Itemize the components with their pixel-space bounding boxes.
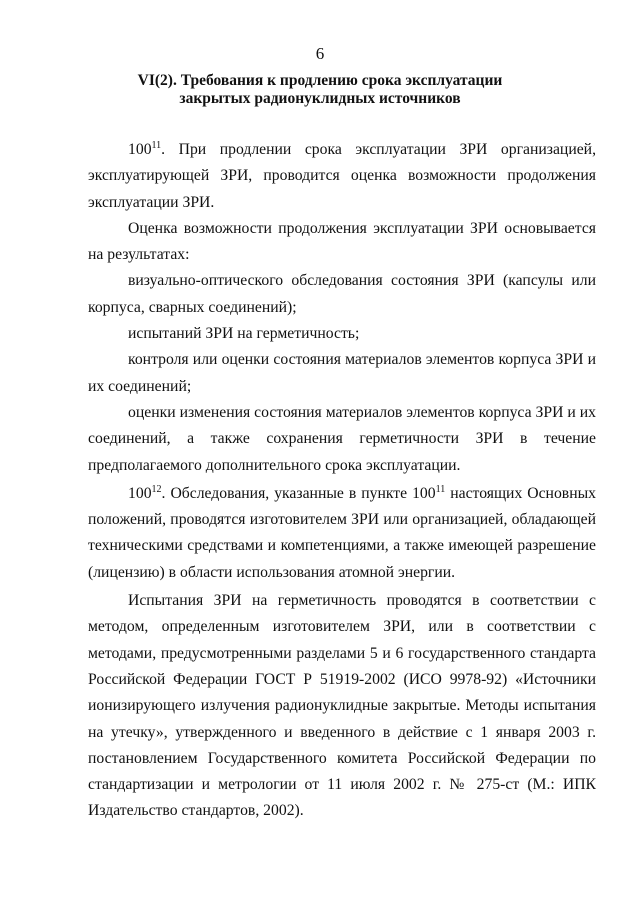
paragraph-assessment-basis: Оценка возможности продолжения эксплуатации ЗРИ основывается на результатах: (88, 219, 596, 264)
paragraph-100-12 (88, 481, 596, 586)
page-number: 6 (315, 44, 325, 63)
paragraph-text: . Обследования, указанные в пункте (161, 484, 413, 502)
paragraph-text: . При продлении срока эксплуатации ЗРИ организацией, эксплуатирующей ЗРИ, проводится оценка возможности продолжения эксплуатации ЗРИ. (88, 141, 596, 211)
paragraph-100-11 (88, 137, 596, 216)
clause-reference-number: 100 (412, 484, 436, 502)
paragraph-text-continued: настоящих Основных положений, проводятся изготовителем ЗРИ или организацией, обладающей техническими средствами и компетенциями, а также имеющей разрешение (лицензию) в области использования атомной энергии. (88, 484, 596, 581)
section-heading-line-1: VI(2). Требования к продлению срока эксплуатации (137, 72, 503, 89)
list-item-material-control: контроля или оценки состояния материалов элементов корпуса ЗРИ и их соединений; (88, 351, 596, 395)
clause-superscript: 11 (151, 140, 162, 151)
list-item-visual-inspection: визуально-оптического обследования состояния ЗРИ (капсулы или корпуса, сварных соединений); (88, 272, 596, 316)
list-item-material-change-assessment: оценки изменения состояния материалов элементов корпуса ЗРИ и их соединений, а также сохранения герметичности ЗРИ в течение предполагаемого дополнительного срока эксплуатации. (88, 403, 596, 474)
section-heading (100, 72, 540, 108)
paragraph-leak-testing: Испытания ЗРИ на герметичность проводятся в соответствии с методом, определенным изготовителем ЗРИ, или в соответствии с методами, предусмотренными разделами 5 и 6 государственного стандарта Российской Федерации ГОСТ Р 51919-2002 (ИСО 9978-92) «Источники ионизирующего излучения радионуклидные закрытые. Методы испытания на утечку», утвержденного и введенного в действие с 1 января 2003 г. постановлением Государственного комитета Российской Федерации по стандартизации и метрологии от 11 июля 2002 г. № 275-ст (М.: ИПК Издательство стандартов, 2002). (88, 592, 596, 820)
clause-superscript: 12 (151, 483, 162, 495)
document-body (88, 137, 596, 825)
section-heading-line-2: закрытых радионуклидных источников (179, 90, 461, 107)
list-item-leak-tests: испытаний ЗРИ на герметичность; (128, 325, 360, 343)
clause-number: 100 (128, 484, 152, 502)
clause-reference-superscript: 11 (435, 483, 446, 495)
clause-number: 100 (128, 141, 152, 158)
